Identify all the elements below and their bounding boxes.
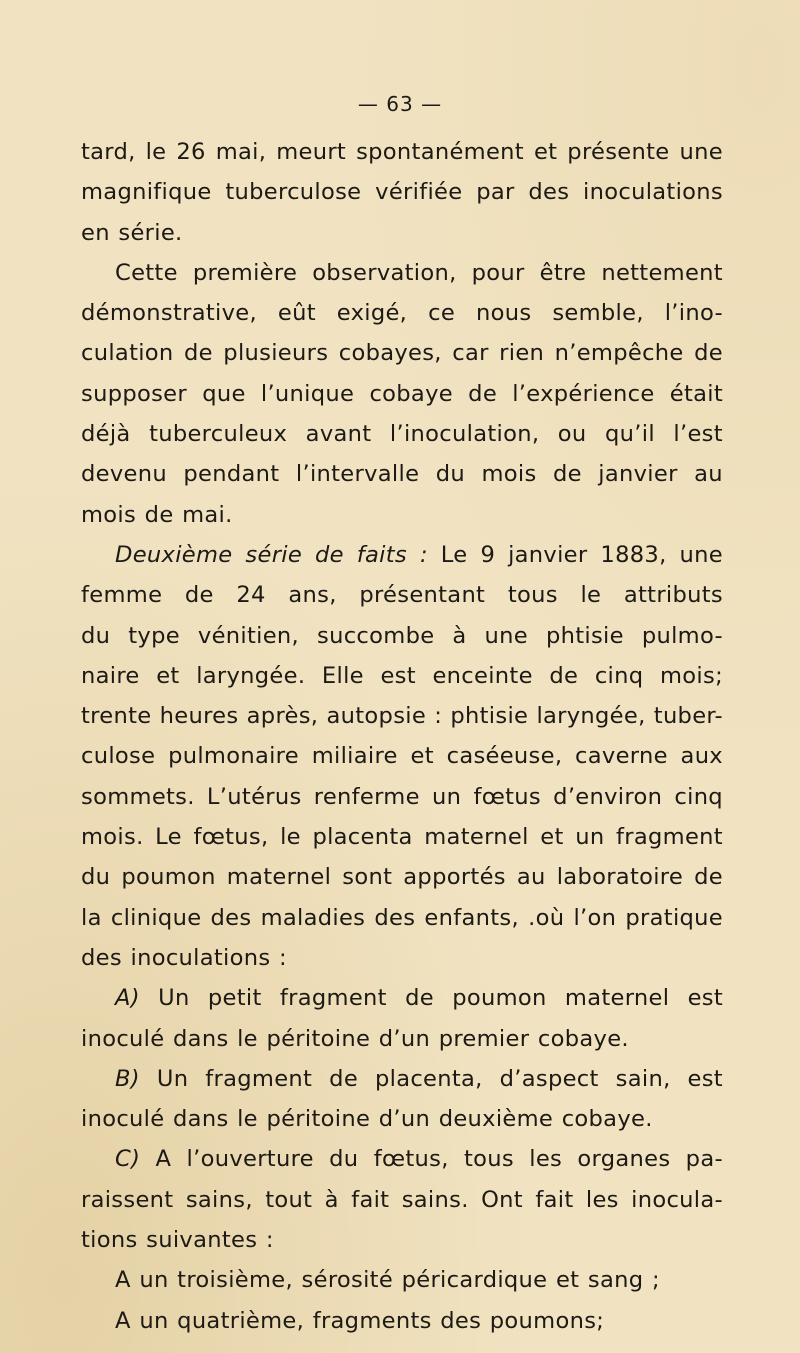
word: et xyxy=(555,1267,580,1294)
word: nous xyxy=(475,300,532,327)
word: dans xyxy=(173,1106,229,1133)
word: de xyxy=(549,662,579,689)
text-line xyxy=(81,535,723,575)
text-line xyxy=(81,696,723,736)
word: inoculé xyxy=(81,1025,165,1052)
word: l’ino- xyxy=(664,300,723,327)
word: janvier xyxy=(598,461,678,488)
word: le xyxy=(580,582,602,609)
word: vérifiée xyxy=(375,179,463,206)
word: spontanément xyxy=(356,139,524,165)
word: tuber- xyxy=(653,703,723,730)
word: caverne xyxy=(575,743,668,770)
word: de xyxy=(405,985,434,1012)
word: une xyxy=(679,541,723,568)
word: du xyxy=(435,461,465,488)
word: A xyxy=(115,1307,131,1334)
word: de xyxy=(468,380,498,407)
text-line xyxy=(81,374,723,414)
word: série. xyxy=(118,219,183,246)
word: cinq xyxy=(594,662,644,689)
word: renferme xyxy=(313,783,420,810)
word: fœtus xyxy=(473,783,541,810)
word: laryngée. xyxy=(196,662,306,689)
word: après, xyxy=(246,703,319,730)
page-number: — 63 — xyxy=(357,92,443,116)
word: C) xyxy=(115,1146,141,1173)
text-line xyxy=(81,1139,723,1179)
word: A xyxy=(155,1146,172,1173)
word: péricardique xyxy=(401,1267,548,1294)
word: meurt xyxy=(276,139,347,165)
word: sérosité xyxy=(301,1267,394,1294)
word: le xyxy=(280,824,301,851)
word: 26 xyxy=(176,139,206,165)
word: de xyxy=(553,461,582,488)
word: un xyxy=(575,824,605,851)
word: .où xyxy=(528,904,565,931)
word: l’ouverture xyxy=(186,1146,314,1173)
text-line xyxy=(81,1301,723,1341)
word: pendant xyxy=(183,461,280,488)
word: fait xyxy=(351,1186,390,1213)
text-line xyxy=(81,495,723,535)
word: deuxième xyxy=(438,1106,554,1133)
word: caséeuse, xyxy=(446,743,563,770)
word: des xyxy=(374,904,416,931)
word: troisième, xyxy=(177,1267,293,1294)
word: présente xyxy=(567,139,670,165)
word: n’empêche xyxy=(554,340,684,367)
word: pulmo- xyxy=(641,622,723,649)
word: fragment xyxy=(279,985,387,1012)
word: inoculé xyxy=(81,1106,165,1133)
word: d’un xyxy=(378,1106,431,1133)
word: apportés xyxy=(403,864,506,891)
word: d’un xyxy=(378,1025,431,1052)
word: des xyxy=(440,1307,482,1334)
word: de xyxy=(329,1065,359,1092)
word: fragments xyxy=(312,1307,432,1334)
word: que xyxy=(202,380,246,407)
word: culation xyxy=(81,340,174,367)
text-line xyxy=(81,253,723,293)
word: phtisie xyxy=(450,703,529,730)
word: le xyxy=(145,139,167,165)
word: Le xyxy=(440,541,468,568)
word: A xyxy=(115,1267,131,1294)
word: sains, xyxy=(185,1186,253,1213)
word: plusieurs xyxy=(223,340,329,367)
text-line xyxy=(81,1019,723,1059)
text-line xyxy=(81,1260,723,1300)
word: les xyxy=(529,1146,563,1173)
word: sont xyxy=(342,864,393,891)
word: : xyxy=(265,1227,274,1254)
word: au xyxy=(516,864,546,891)
word: laboratoire xyxy=(556,864,684,891)
word: janvier xyxy=(508,541,588,568)
word: tions xyxy=(81,1227,138,1254)
word: maladies xyxy=(260,904,366,931)
word: nettement xyxy=(601,259,723,286)
text-line xyxy=(81,777,723,817)
word: du xyxy=(81,622,111,649)
text-line xyxy=(81,213,723,253)
word: cobaye. xyxy=(537,1025,629,1052)
word: de xyxy=(694,340,723,367)
word: faits xyxy=(356,541,407,568)
word: mois. xyxy=(81,824,144,851)
word: Deuxième xyxy=(115,541,233,568)
text-line xyxy=(81,132,723,172)
word: des xyxy=(81,944,122,971)
word: l’intervalle xyxy=(295,461,420,488)
word: cobayes, xyxy=(338,340,442,367)
word: l’expérience xyxy=(512,380,655,407)
word: l’inoculation, xyxy=(389,421,540,448)
word: mois; xyxy=(659,662,723,689)
word: sain, xyxy=(615,1065,671,1092)
word: Ont xyxy=(481,1186,523,1213)
word: maternel xyxy=(564,985,670,1012)
word: autopsie xyxy=(326,703,427,730)
word: démonstrative, xyxy=(81,300,257,327)
word: par xyxy=(476,179,515,206)
word: laryngée, xyxy=(536,703,646,730)
text-line xyxy=(81,575,723,615)
text-line xyxy=(81,817,723,857)
word: organes xyxy=(577,1146,671,1173)
word: placenta, xyxy=(374,1065,483,1092)
word: le xyxy=(237,1106,258,1133)
word: poumons; xyxy=(489,1307,605,1334)
word: présentant xyxy=(359,582,486,609)
word: magnifique xyxy=(81,179,212,206)
word: d’environ xyxy=(553,783,663,810)
word: pulmonaire xyxy=(168,743,299,770)
word: enfants, xyxy=(424,904,519,931)
text-line xyxy=(81,898,723,938)
word: de xyxy=(184,582,214,609)
word: cinq xyxy=(674,783,723,810)
word: succombe xyxy=(317,622,435,649)
word: car xyxy=(452,340,489,367)
word: de xyxy=(144,501,174,528)
word: du xyxy=(81,864,111,891)
word: enceinte xyxy=(432,662,533,689)
word: et xyxy=(533,139,558,165)
word: l’unique xyxy=(260,380,355,407)
word: être xyxy=(539,259,587,286)
word: déjà xyxy=(81,421,131,448)
text-line xyxy=(81,616,723,656)
word: clinique xyxy=(110,904,202,931)
word: suivantes xyxy=(146,1227,258,1254)
word: un xyxy=(139,1267,169,1294)
word: pa- xyxy=(685,1146,723,1173)
word: inoculations xyxy=(130,944,271,971)
word: de xyxy=(184,340,213,367)
word: Elle xyxy=(321,662,364,689)
word: fragment xyxy=(616,824,723,851)
word: Un xyxy=(156,1065,189,1092)
word: 9 xyxy=(480,541,496,568)
text-line xyxy=(81,1059,723,1099)
word: devenu xyxy=(81,461,167,488)
word: eût xyxy=(277,300,316,327)
text-line xyxy=(81,293,723,333)
word: le xyxy=(237,1025,258,1052)
word: des xyxy=(528,179,570,206)
word: raissent xyxy=(81,1186,174,1213)
word: série xyxy=(245,541,303,568)
word: cobaye. xyxy=(561,1106,653,1133)
word: est xyxy=(687,985,723,1012)
word: péritoine xyxy=(266,1106,371,1133)
word: Cette xyxy=(115,259,178,286)
word: de xyxy=(315,541,344,568)
word: et xyxy=(540,824,564,851)
word: au xyxy=(694,461,723,488)
word: : xyxy=(434,703,443,730)
word: pour xyxy=(471,259,525,286)
text-line xyxy=(81,1220,723,1260)
word: est xyxy=(380,662,416,689)
word: et xyxy=(156,662,180,689)
word: femme xyxy=(81,582,163,609)
text-line xyxy=(81,736,723,776)
word: à xyxy=(324,1186,339,1213)
word: mois xyxy=(81,501,137,528)
word: était xyxy=(669,380,723,407)
word: 1883, xyxy=(600,541,667,568)
word: L’utérus xyxy=(206,783,302,810)
word: ; xyxy=(651,1267,660,1294)
word: naire xyxy=(81,662,140,689)
word: pratique xyxy=(625,904,723,931)
word: un xyxy=(432,783,462,810)
word: trente xyxy=(81,703,152,730)
text-line xyxy=(81,1180,723,1220)
word: mai, xyxy=(215,139,267,165)
word: un xyxy=(139,1307,169,1334)
word: l’on xyxy=(573,904,617,931)
word: fragment xyxy=(205,1065,313,1092)
word: tuberculeux xyxy=(149,421,288,448)
word: des xyxy=(210,904,252,931)
text-line xyxy=(81,414,723,454)
word: miliaire xyxy=(311,743,398,770)
word: 24 xyxy=(236,582,266,609)
word: poumon xyxy=(121,864,216,891)
word: ce xyxy=(428,300,456,327)
word: tous xyxy=(507,582,558,609)
word: maternel xyxy=(424,824,529,851)
word: tuberculose xyxy=(225,179,362,206)
word: sang xyxy=(587,1267,644,1294)
word: vénitien, xyxy=(197,622,300,649)
word: A) xyxy=(115,985,140,1012)
body-text xyxy=(81,132,723,1341)
text-line xyxy=(81,978,723,1018)
word: cobaye xyxy=(369,380,453,407)
word: à xyxy=(452,622,467,649)
word: fœtus, xyxy=(193,824,269,851)
word: avant xyxy=(305,421,372,448)
word: et xyxy=(410,743,434,770)
word: péritoine xyxy=(266,1025,371,1052)
text-line xyxy=(81,656,723,696)
word: attributs xyxy=(623,582,723,609)
word: inoculations xyxy=(583,179,723,206)
word: tard, xyxy=(81,139,136,165)
word: fait xyxy=(535,1186,574,1213)
word: semble, xyxy=(552,300,644,327)
word: quatrième, xyxy=(177,1307,305,1334)
text-line xyxy=(81,333,723,373)
word: poumon xyxy=(452,985,547,1012)
word: Un xyxy=(158,985,190,1012)
word: petit xyxy=(207,985,262,1012)
word: mois xyxy=(481,461,537,488)
word: phtisie xyxy=(545,622,624,649)
word: les xyxy=(585,1186,619,1213)
word: une xyxy=(679,139,723,165)
word: qu’il xyxy=(605,421,655,448)
word: aux xyxy=(680,743,723,770)
text-line xyxy=(81,454,723,494)
word: culose xyxy=(81,743,156,770)
word: du xyxy=(329,1146,359,1173)
word: rien xyxy=(499,340,545,367)
word: exigé, xyxy=(336,300,408,327)
word: d’aspect xyxy=(499,1065,599,1092)
word: observation, xyxy=(312,259,457,286)
word: sains. xyxy=(401,1186,469,1213)
word: maternel xyxy=(226,864,332,891)
text-line xyxy=(81,172,723,212)
word: placenta xyxy=(312,824,413,851)
word: tous xyxy=(463,1146,514,1173)
word: est xyxy=(687,1065,723,1092)
word: ans, xyxy=(288,582,337,609)
word: en xyxy=(81,219,110,246)
word: heures xyxy=(159,703,239,730)
word: ou xyxy=(557,421,587,448)
text-line xyxy=(81,938,723,978)
word: Le xyxy=(155,824,182,851)
word: B) xyxy=(115,1065,140,1092)
word: la xyxy=(81,904,102,931)
word: de xyxy=(694,864,723,891)
word: : xyxy=(419,541,428,568)
word: premier xyxy=(438,1025,530,1052)
word: supposer xyxy=(81,380,187,407)
word: inocula- xyxy=(631,1186,723,1213)
word: fœtus, xyxy=(373,1146,449,1173)
word: mai. xyxy=(182,501,233,528)
word: tout xyxy=(265,1186,313,1213)
word: sommets. xyxy=(81,783,195,810)
text-line xyxy=(81,857,723,897)
word: dans xyxy=(173,1025,229,1052)
word: l’est xyxy=(673,421,723,448)
word: type xyxy=(128,622,180,649)
word: : xyxy=(279,944,287,971)
word: une xyxy=(484,622,528,649)
word: première xyxy=(192,259,298,286)
text-line xyxy=(81,1099,723,1139)
